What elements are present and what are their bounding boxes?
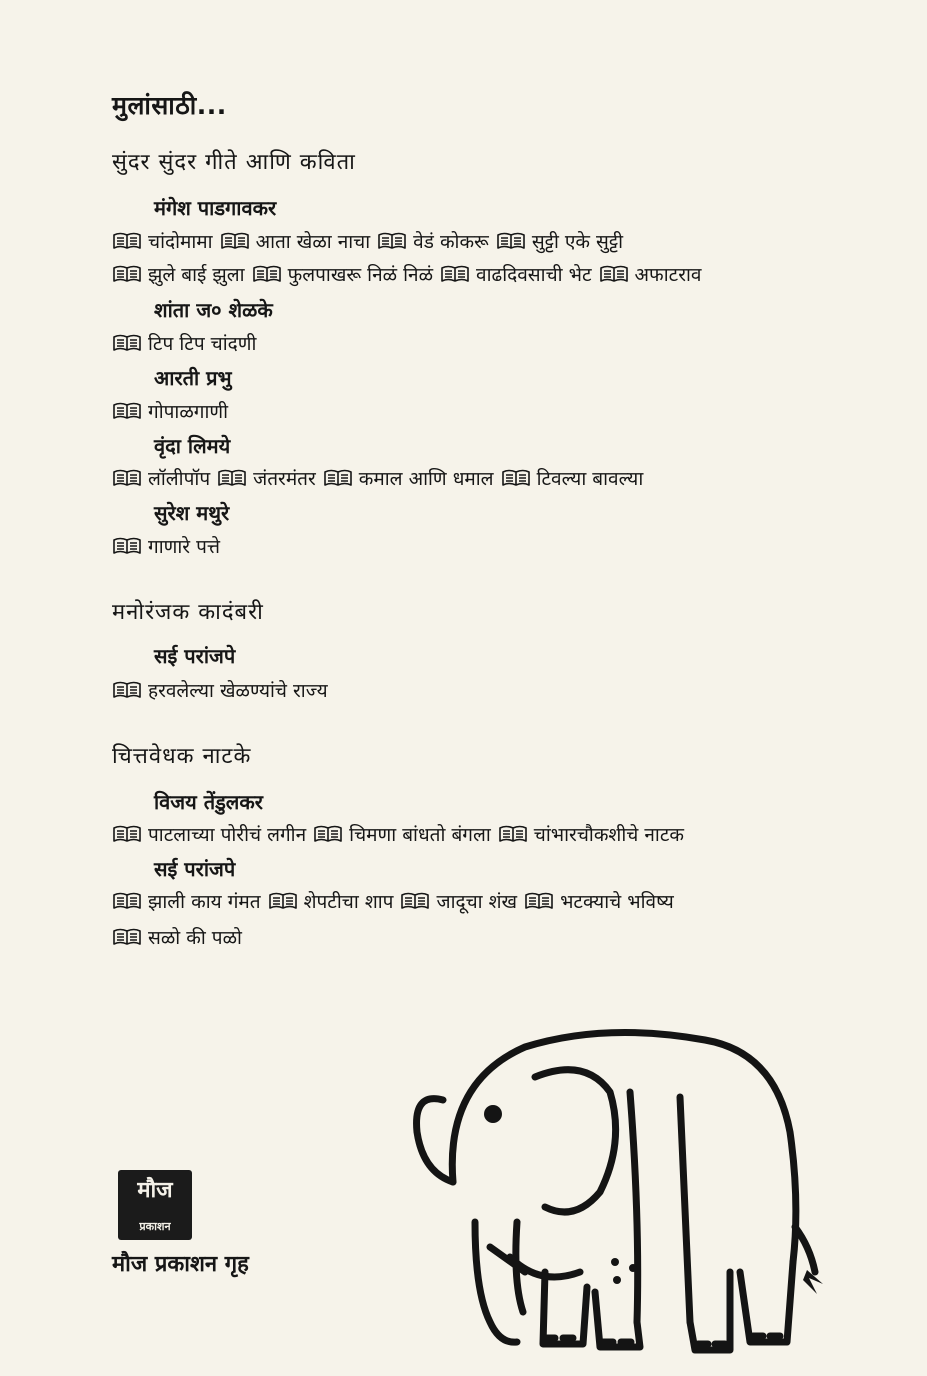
book-icon [112, 469, 142, 487]
book-title: सळो की पळो [148, 927, 242, 949]
book-entry [252, 261, 433, 287]
book-entry [112, 533, 220, 559]
book-title: गोपाळगाणी [148, 401, 229, 423]
elephant-illustration [405, 1022, 825, 1367]
book-title: फुलपाखरू निळं निळं [287, 264, 434, 286]
book-entry [112, 261, 245, 287]
book-title: गाणारे पत्ते [148, 536, 221, 558]
book-title: भटक्याचे भविष्य [560, 891, 674, 913]
author-name: वृंदा लिमये [154, 434, 231, 458]
book-list-line [112, 819, 691, 849]
book-title: कमाल आणि धमाल [358, 468, 494, 490]
book-entry [524, 888, 674, 914]
book-icon [112, 537, 142, 555]
section-title-poems: सुंदर सुंदर गीते आणि कविता [112, 150, 356, 175]
book-icon [112, 232, 142, 250]
book-entry [112, 330, 256, 356]
book-title: अफाटराव [634, 264, 702, 286]
book-title: जादूचा शंख [436, 891, 518, 913]
book-title: चांभारचौकशीचे नाटक [533, 824, 684, 846]
book-icon [501, 469, 531, 487]
book-entry [220, 228, 371, 254]
book-list-line [112, 259, 708, 289]
author-name: मंगेश पाडगावकर [154, 196, 277, 220]
book-title: आता खेळा नाचा [255, 231, 371, 253]
book-title: चांदोमामा [148, 231, 213, 253]
book-entry [377, 228, 489, 254]
book-icon [220, 232, 250, 250]
book-icon [313, 825, 343, 843]
book-entry [112, 465, 210, 491]
book-list-line [112, 922, 249, 952]
book-entry [323, 465, 494, 491]
book-entry [400, 888, 517, 914]
book-title: टिवल्या बावल्या [536, 468, 644, 490]
book-title: हरवलेल्या खेळण्यांचे राज्य [148, 680, 328, 702]
book-title: लॉलीपॉप [148, 468, 211, 490]
book-icon [112, 402, 142, 420]
book-entry [440, 261, 591, 287]
book-list-line [112, 463, 650, 493]
book-list-line [112, 675, 335, 705]
book-entry [498, 821, 684, 847]
logo-subtitle: प्रकाशन [139, 1220, 171, 1233]
book-entry [112, 888, 261, 914]
book-icon [252, 265, 282, 283]
book-entry [112, 228, 213, 254]
book-icon [112, 928, 142, 946]
book-entry [112, 821, 306, 847]
book-title: सुट्टी एके सुट्टी [531, 231, 624, 253]
author-name: आरती प्रभु [154, 366, 232, 390]
book-icon [217, 469, 247, 487]
book-icon [599, 265, 629, 283]
book-list-line [112, 328, 263, 358]
book-title: टिप टिप चांदणी [148, 333, 257, 355]
book-icon [323, 469, 353, 487]
page-heading: मुलांसाठी... [112, 91, 227, 120]
author-name: शांता ज० शेळके [154, 298, 273, 322]
book-icon [112, 334, 142, 352]
section-title-plays: चित्तवेधक नाटके [112, 744, 252, 769]
author-name: सई परांजपे [154, 857, 236, 881]
book-list-line [112, 531, 227, 561]
book-title: झाली काय गंमत [148, 891, 261, 913]
book-title: जंतरमंतर [253, 468, 316, 490]
book-title: पाटलाच्या पोरीचं लगीन [148, 824, 307, 846]
book-entry [112, 398, 228, 424]
book-title: चिमणा बांधतो बंगला [349, 824, 491, 846]
author-name: सई परांजपे [154, 644, 236, 668]
book-entry [496, 228, 623, 254]
book-icon [112, 681, 142, 699]
book-title: वेडं कोकरू [413, 231, 489, 253]
book-list-line [112, 886, 681, 916]
book-icon [400, 892, 430, 910]
logo-wordmark: मौज [137, 1178, 173, 1203]
book-title: झुले बाई झुला [148, 264, 245, 286]
book-list-line [112, 396, 235, 426]
book-entry [313, 821, 491, 847]
book-icon [112, 265, 142, 283]
book-icon [496, 232, 526, 250]
book-title: वाढदिवसाची भेट [476, 264, 592, 286]
book-icon [498, 825, 528, 843]
author-name: सुरेश मथुरे [154, 501, 230, 525]
book-icon [268, 892, 298, 910]
publisher-name: मौज प्रकाशन गृह [112, 1252, 249, 1277]
book-entry [217, 465, 316, 491]
book-icon [112, 892, 142, 910]
book-icon [524, 892, 554, 910]
publisher-logo [118, 1170, 192, 1240]
book-title: शेपटीचा शाप [303, 891, 394, 913]
book-icon [440, 265, 470, 283]
book-list-line [112, 226, 630, 256]
book-icon [377, 232, 407, 250]
book-entry [599, 261, 702, 287]
book-entry [112, 924, 242, 950]
section-title-novel: मनोरंजक कादंबरी [112, 600, 264, 625]
book-entry [501, 465, 644, 491]
book-entry [268, 888, 394, 914]
book-entry [112, 677, 328, 703]
book-icon [112, 825, 142, 843]
author-name: विजय तेंडुलकर [154, 790, 263, 814]
